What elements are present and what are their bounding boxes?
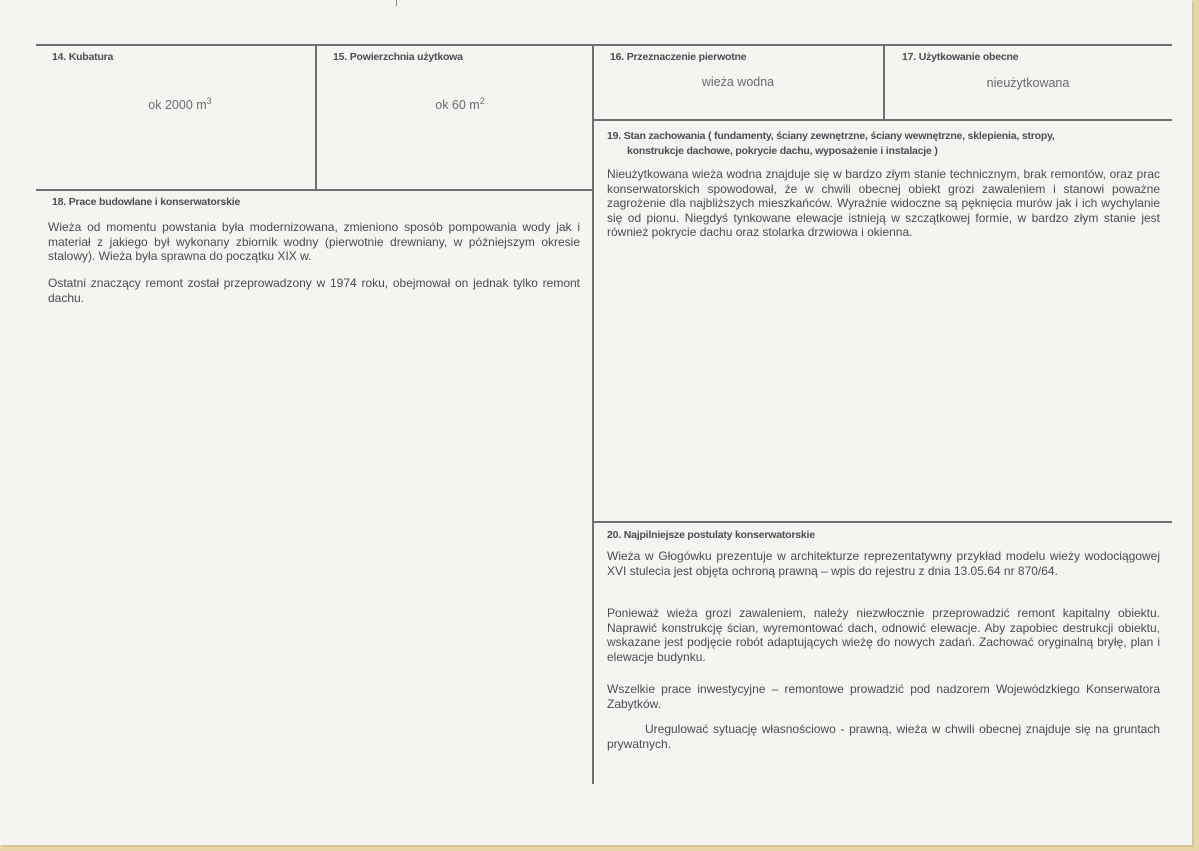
- field-14-label: 14. Kubatura: [52, 51, 114, 63]
- divider-14-15: [315, 44, 317, 190]
- field-18-paragraph-1: Wieża od momentu powstania była modernizowana, zmieniono sposób pompowania wody jak i materiał z jakiego był wykonany zbiornik wodny (pierwotnie drewniany, w późniejszym okresie stalowy). Wieża była sprawna do początku XIX w.: [48, 220, 580, 263]
- top-rule: [36, 44, 1172, 46]
- field-19-label-line2: konstrukcje dachowe, pokrycie dachu, wyposażenie i instalacje ): [627, 145, 938, 157]
- field-17-label: 17. Użytkowanie obecne: [902, 51, 1019, 63]
- field-20-paragraph-3: Wszelkie prace inwestycyjne – remontowe prowadzić pod nadzorem Wojewódzkiego Konserwatora Zabytków.: [607, 682, 1160, 711]
- field-17-value: nieużytkowana: [986, 76, 1070, 90]
- kubatura-text: ok 2000 m: [148, 98, 207, 113]
- kubatura-unit-exponent: 3: [206, 96, 212, 106]
- rule-above-20: [593, 521, 1172, 523]
- field-14-value: [110, 96, 250, 112]
- field-20-paragraph-4: Uregulować sytuację własnościowo - prawną, wieża w chwili obecnej znajduje się na gruntach prywatnych.: [607, 722, 1160, 751]
- field-15-label: 15. Powierzchnia użytkowa: [333, 51, 463, 63]
- field-19-label-line1: 19. Stan zachowania ( fundamenty, ściany zewnętrzne, ściany wewnętrzne, sklepienia, stropy,: [607, 130, 1055, 142]
- field-18-paragraph-2: Ostatni znaczący remont został przeprowadzony w 1974 roku, obejmował on jednak tylko remont dachu.: [48, 276, 580, 305]
- divider-16-17: [883, 44, 885, 120]
- field-18-label: 18. Prace budowlane i konserwatorskie: [52, 196, 241, 208]
- rule-below-16-17: [593, 119, 1172, 121]
- field-19-text: Nieużytkowana wieża wodna znajduje się w bardzo złym stanie technicznym, brak remontów, oraz prac konserwatorskich spowodował, że w chwili obecnej obiekt grozi zawaleniem i stanowi poważne zagrożenie dla najbliższych mieszkańców. Wyraźnie widoczne są pęknięcia murów jak i ich wychylanie się od pionu. Niegdyś tynkowane elewacje istnieją w szczątkowej formie, w bardzo złym stanie jest również pokrycie dachu oraz stolarka drzwiowa i okienna.: [607, 167, 1160, 239]
- powierzchnia-text: ok 60 m: [435, 98, 480, 113]
- field-20-label: 20. Najpilniejsze postulaty konserwatorskie: [607, 529, 815, 541]
- rule-above-18: [36, 189, 593, 191]
- field-20-paragraph-1: Wieża w Głogówku prezentuje w architekturze reprezentatywny przykład modelu wieży wodociągowej XVI stulecia jest objęta ochroną prawną – wpis do rejestru z dnia 13.05.64 nr 870/64.: [607, 549, 1160, 578]
- powierzchnia-unit-exponent: 2: [479, 96, 485, 106]
- fold-tick-mark: [396, 0, 397, 6]
- divider-left-right: [592, 44, 594, 784]
- field-15-value: [390, 96, 530, 112]
- field-16-label: 16. Przeznaczenie pierwotne: [610, 51, 747, 63]
- field-20-paragraph-2: Ponieważ wieża grozi zawaleniem, należy niezwłocznie przeprowadzić remont kapitalny obiektu. Naprawić konstrukcję ścian, wyremontować dach, odnowić elewacje. Aby zapobiec destrukcji obiektu, wskazane jest podjęcie robót adaptujących wieżę do nowych zadań. Zachować oryginalną bryłę, plan i elewacje budynku.: [607, 606, 1160, 664]
- field-16-value: wieża wodna: [701, 75, 775, 89]
